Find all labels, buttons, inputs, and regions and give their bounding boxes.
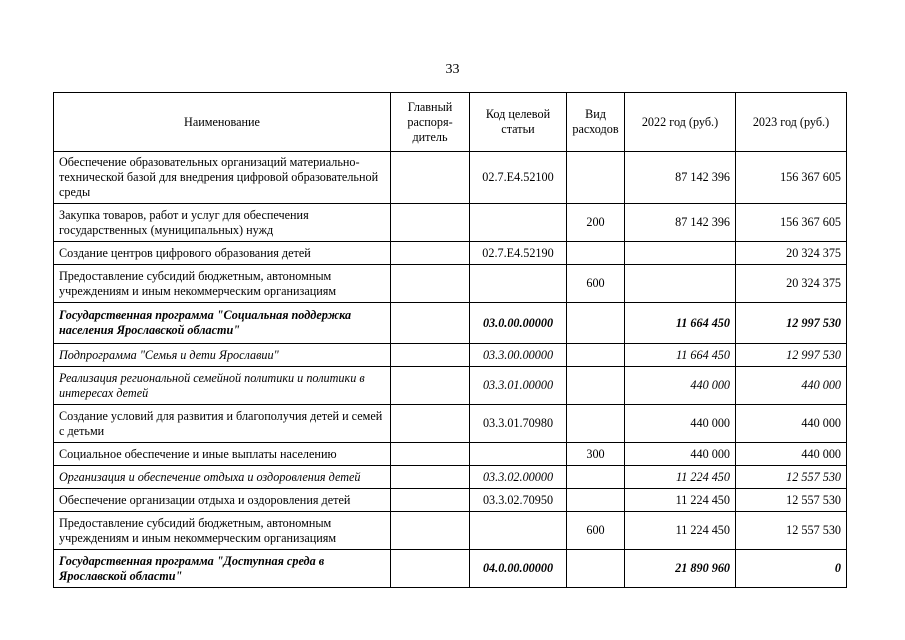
cell-y2022 [625, 242, 736, 265]
cell-name: Обеспечение образовательных организаций материально-технической базой для внедрения цифровой образовательной среды [54, 152, 391, 204]
cell-code: 02.7.E4.52190 [470, 242, 567, 265]
cell-name: Создание центров цифрового образования детей [54, 242, 391, 265]
cell-type: 200 [567, 204, 625, 242]
cell-y2022: 21 890 960 [625, 550, 736, 588]
table-row [54, 204, 847, 242]
table-row [54, 367, 847, 405]
table-row [54, 152, 847, 204]
cell-code: 03.3.02.70950 [470, 489, 567, 512]
cell-y2023: 156 367 605 [736, 152, 847, 204]
cell-name: Социальное обеспечение и иные выплаты населению [54, 443, 391, 466]
cell-admin [391, 405, 470, 443]
table-row [54, 242, 847, 265]
cell-y2022 [625, 265, 736, 303]
header-code: Код целевой статьи [470, 93, 567, 152]
cell-y2023: 20 324 375 [736, 242, 847, 265]
table-row [54, 265, 847, 303]
cell-y2023: 440 000 [736, 443, 847, 466]
cell-name: Предоставление субсидий бюджетным, автономным учреждениям и иным некоммерческим организациям [54, 512, 391, 550]
table-row [54, 512, 847, 550]
cell-y2023: 440 000 [736, 367, 847, 405]
cell-type: 600 [567, 265, 625, 303]
cell-admin [391, 303, 470, 344]
cell-y2023: 12 997 530 [736, 344, 847, 367]
cell-type [567, 550, 625, 588]
cell-admin [391, 204, 470, 242]
cell-code: 04.0.00.00000 [470, 550, 567, 588]
cell-y2022: 440 000 [625, 367, 736, 405]
cell-name: Предоставление субсидий бюджетным, автономным учреждениям и иным некоммерческим организациям [54, 265, 391, 303]
cell-y2023: 12 557 530 [736, 512, 847, 550]
cell-code: 02.7.E4.52100 [470, 152, 567, 204]
cell-type [567, 242, 625, 265]
cell-code [470, 265, 567, 303]
budget-table [53, 92, 847, 588]
cell-y2022: 440 000 [625, 443, 736, 466]
cell-type [567, 367, 625, 405]
cell-name: Создание условий для развития и благополучия детей и семей с детьми [54, 405, 391, 443]
header-2022: 2022 год (руб.) [625, 93, 736, 152]
cell-name: Организация и обеспечение отдыха и оздоровления детей [54, 466, 391, 489]
cell-admin [391, 242, 470, 265]
cell-name: Закупка товаров, работ и услуг для обеспечения государственных (муниципальных) нужд [54, 204, 391, 242]
cell-code [470, 204, 567, 242]
cell-admin [391, 443, 470, 466]
cell-admin [391, 152, 470, 204]
cell-y2022: 11 224 450 [625, 489, 736, 512]
cell-y2022: 440 000 [625, 405, 736, 443]
cell-type [567, 489, 625, 512]
cell-y2022: 87 142 396 [625, 152, 736, 204]
cell-admin [391, 512, 470, 550]
table-row [54, 303, 847, 344]
cell-y2022: 11 224 450 [625, 512, 736, 550]
table-row [54, 405, 847, 443]
cell-type [567, 344, 625, 367]
cell-y2023: 0 [736, 550, 847, 588]
cell-admin [391, 265, 470, 303]
page-number: 33 [445, 62, 460, 77]
cell-y2023: 20 324 375 [736, 265, 847, 303]
header-admin: Главный распоря-дитель [391, 93, 470, 152]
cell-code: 03.3.01.70980 [470, 405, 567, 443]
cell-y2023: 440 000 [736, 405, 847, 443]
cell-admin [391, 550, 470, 588]
cell-name: Реализация региональной семейной политики и политики в интересах детей [54, 367, 391, 405]
cell-type [567, 405, 625, 443]
cell-type [567, 152, 625, 204]
cell-name: Государственная программа "Доступная среда в Ярославской области" [54, 550, 391, 588]
cell-admin [391, 466, 470, 489]
table-row [54, 466, 847, 489]
cell-code: 03.3.02.00000 [470, 466, 567, 489]
cell-y2022: 11 664 450 [625, 303, 736, 344]
cell-code [470, 443, 567, 466]
cell-code: 03.3.01.00000 [470, 367, 567, 405]
cell-y2022: 11 224 450 [625, 466, 736, 489]
table-header-row [54, 93, 847, 152]
cell-name: Подпрограмма "Семья и дети Ярославии" [54, 344, 391, 367]
cell-type: 300 [567, 443, 625, 466]
cell-admin [391, 489, 470, 512]
cell-name: Государственная программа "Социальная поддержка населения Ярославской области" [54, 303, 391, 344]
cell-admin [391, 344, 470, 367]
cell-code: 03.3.00.00000 [470, 344, 567, 367]
cell-y2023: 12 557 530 [736, 466, 847, 489]
cell-code: 03.0.00.00000 [470, 303, 567, 344]
cell-y2022: 11 664 450 [625, 344, 736, 367]
table-row [54, 550, 847, 588]
cell-name: Обеспечение организации отдыха и оздоровления детей [54, 489, 391, 512]
cell-y2023: 12 997 530 [736, 303, 847, 344]
table-row [54, 489, 847, 512]
cell-y2023: 156 367 605 [736, 204, 847, 242]
header-name: Наименование [54, 93, 391, 152]
cell-code [470, 512, 567, 550]
cell-y2022: 87 142 396 [625, 204, 736, 242]
cell-y2023: 12 557 530 [736, 489, 847, 512]
cell-type [567, 303, 625, 344]
cell-type [567, 466, 625, 489]
header-2023: 2023 год (руб.) [736, 93, 847, 152]
cell-type: 600 [567, 512, 625, 550]
table-row [54, 443, 847, 466]
header-type: Вид расходов [567, 93, 625, 152]
cell-admin [391, 367, 470, 405]
table-row [54, 344, 847, 367]
